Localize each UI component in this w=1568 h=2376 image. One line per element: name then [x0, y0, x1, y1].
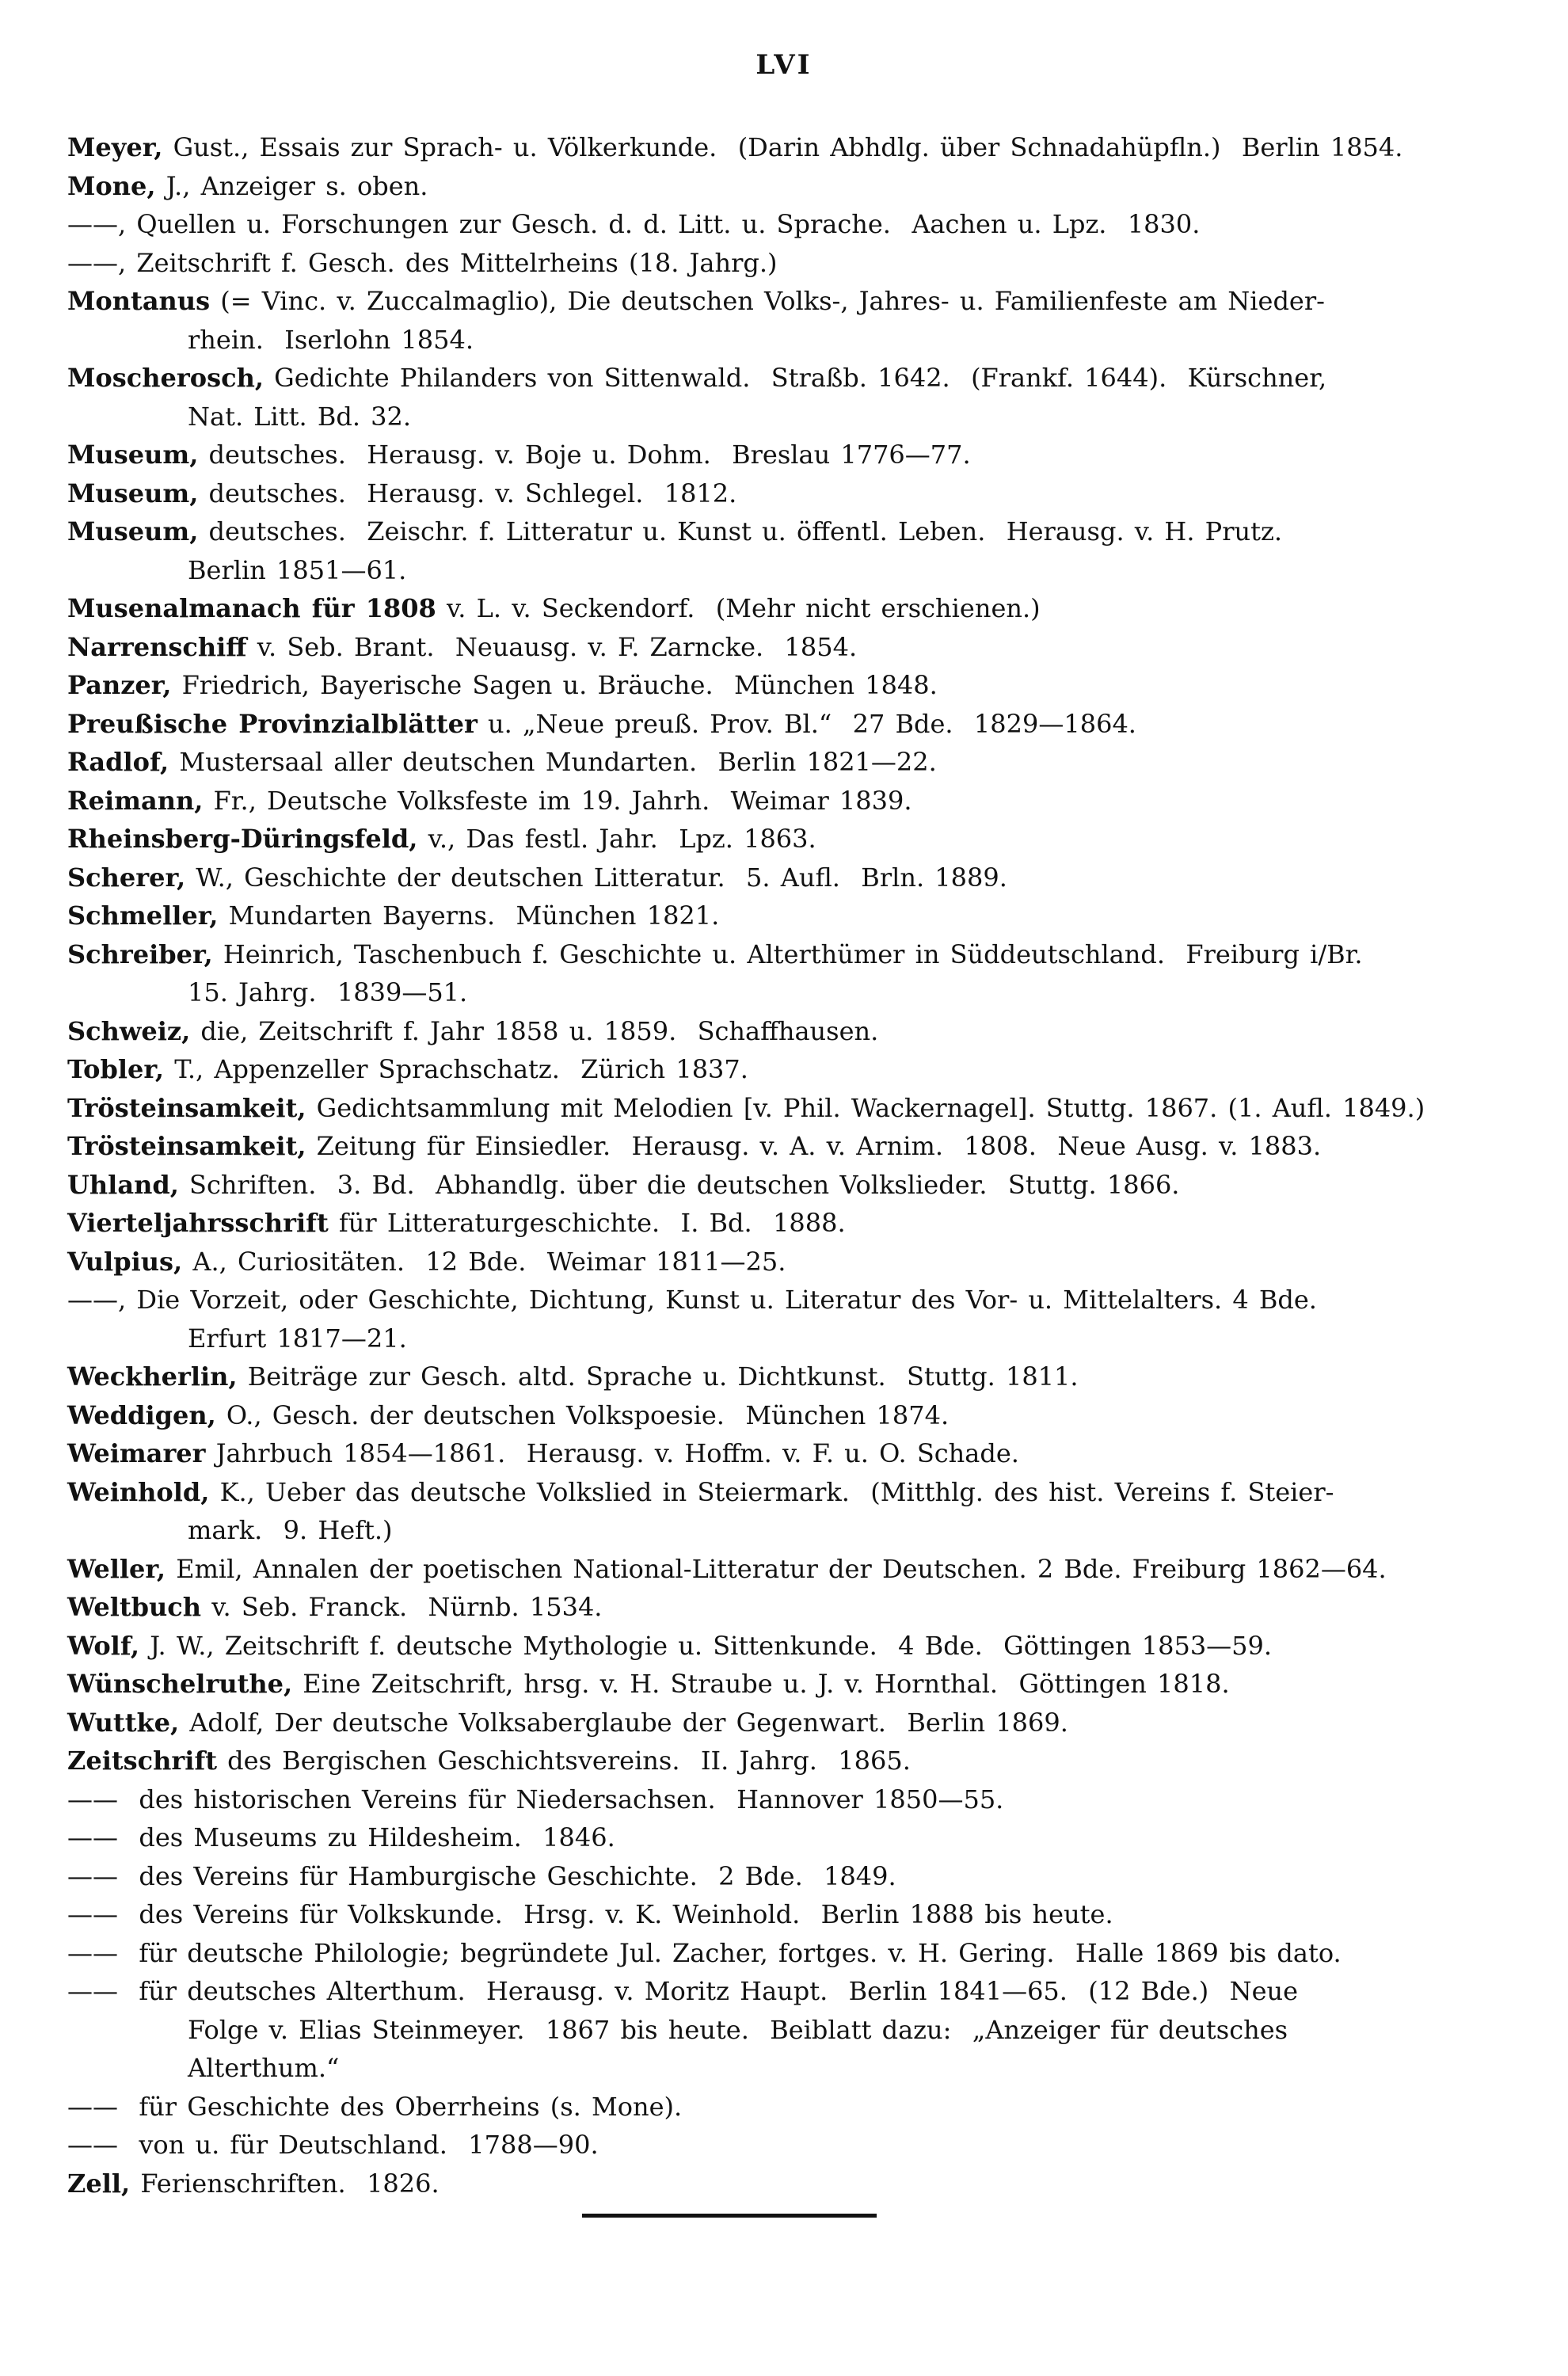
- list-item: [67, 1934, 1520, 1973]
- entry-text: Schriften. 3. Bd. Abhandlg. über die deutschen Volkslieder. Stuttg. 1866.: [178, 1169, 1180, 1200]
- entry-first-line: [67, 1243, 1520, 1281]
- entry-first-line: [67, 128, 1520, 167]
- entry-continuation-line: 15. Jahrg. 1839—51.: [188, 977, 468, 1007]
- entry-first-line: [67, 1627, 1520, 1666]
- entry-headword: Weinhold,: [67, 1476, 210, 1507]
- list-item: [67, 1243, 1520, 1281]
- list-item: [67, 589, 1520, 628]
- entry-text: A., Curiositäten. 12 Bde. Weimar 1811—25.: [182, 1246, 786, 1277]
- list-item: [67, 512, 1520, 589]
- list-item: [67, 1357, 1520, 1396]
- entry-headword: Panzer,: [67, 670, 172, 700]
- entry-text: ——, Quellen u. Forschungen zur Gesch. d. d. Litt. u. Sprache. Aachen u. Lpz. 1830.: [67, 209, 1201, 239]
- entry-headword: Trösteinsamkeit,: [67, 1092, 306, 1123]
- entry-text: Mundarten Bayerns. München 1821.: [218, 901, 720, 931]
- entry-text: —— des Vereins für Hamburgische Geschichte. 2 Bde. 1849.: [67, 1860, 896, 1891]
- entry-text: Heinrich, Taschenbuch f. Geschichte u. Alterthümer in Süddeutschland. Freiburg i/Br.: [212, 939, 1363, 969]
- entry-text: W., Geschichte der deutschen Litteratur. 5. Aufl. Brln. 1889.: [185, 862, 1007, 893]
- list-item: [67, 436, 1520, 474]
- entry-headword: Narrenschiff: [67, 631, 247, 662]
- list-item: [67, 1089, 1520, 1128]
- entry-first-line: [67, 1281, 1520, 1319]
- entry-text: Zeitung für Einsiedler. Herausg. v. A. v. Arnim. 1808. Neue Ausg. v. 1883.: [306, 1131, 1322, 1161]
- entry-headword: Moscherosch,: [67, 363, 264, 393]
- list-item: [67, 1895, 1520, 1934]
- entry-first-line: [67, 205, 1520, 244]
- section-end-rule: [582, 2214, 877, 2218]
- entry-first-line: [67, 666, 1520, 705]
- entry-continuation-line: Alterthum.“: [188, 2053, 340, 2083]
- list-item: [67, 1665, 1520, 1704]
- list-item: [67, 782, 1520, 821]
- entry-first-line: [67, 282, 1520, 321]
- entry-first-line: [67, 1166, 1520, 1205]
- entry-first-line: [67, 1012, 1520, 1051]
- entry-text: —— für deutsche Philologie; begründete Jul. Zacher, fortges. v. H. Gering. Halle 1869 bis dato.: [67, 1937, 1342, 1968]
- entry-first-line: [67, 1588, 1520, 1627]
- entry-first-line: [67, 1972, 1520, 2011]
- entry-text: deutsches. Herausg. v. Boje u. Dohm. Breslau 1776—77.: [198, 440, 971, 470]
- entry-headword: Zeitschrift: [67, 1746, 217, 1776]
- bibliography-list: [67, 128, 1520, 2203]
- entry-headword: Scherer,: [67, 862, 186, 893]
- entry-headword: Vierteljahrsschrift: [67, 1208, 329, 1238]
- entry-text: deutsches. Herausg. v. Schlegel. 1812.: [198, 478, 737, 508]
- entry-first-line: [67, 1857, 1520, 1896]
- entry-text: v. Seb. Franck. Nürnb. 1534.: [201, 1592, 603, 1622]
- entry-text: —— für deutsches Alterthum. Herausg. v. Moritz Haupt. Berlin 1841—65. (12 Bde.) Neue: [67, 1976, 1299, 2006]
- list-item: [67, 1818, 1520, 1857]
- entry-first-line: [67, 628, 1520, 667]
- entry-first-line: [67, 512, 1520, 551]
- list-item: [67, 1434, 1520, 1473]
- entry-first-line: [67, 1895, 1520, 1934]
- entry-first-line: [67, 1357, 1520, 1396]
- entry-text: Adolf, Der deutsche Volksaberglaube der Gegenwart. Berlin 1869.: [179, 1707, 1068, 1738]
- list-item: [67, 2165, 1520, 2203]
- list-item: [67, 1281, 1520, 1357]
- entry-continuation-line: Berlin 1851—61.: [188, 554, 407, 585]
- list-item: [67, 205, 1520, 244]
- entry-text: K., Ueber das deutsche Volkslied in Steiermark. (Mitthlg. des hist. Vereins f. Steier-: [209, 1476, 1334, 1507]
- entry-text: Mustersaal aller deutschen Mundarten. Berlin 1821—22.: [169, 747, 937, 777]
- list-item: [67, 1204, 1520, 1243]
- entry-text: Ferienschriften. 1826.: [130, 2168, 440, 2199]
- entry-text: Eine Zeitschrift, hrsg. v. H. Straube u. J. v. Hornthal. Göttingen 1818.: [292, 1669, 1230, 1699]
- list-item: [67, 935, 1520, 1012]
- entry-first-line: [67, 1473, 1520, 1512]
- entry-headword: Radlof,: [67, 747, 169, 777]
- list-item: [67, 705, 1520, 744]
- list-item: [67, 1627, 1520, 1666]
- entry-first-line: [67, 474, 1520, 513]
- entry-text: v. Seb. Brant. Neuausg. v. F. Zarncke. 1854.: [246, 631, 858, 662]
- entry-headword: Vulpius,: [67, 1246, 183, 1277]
- entry-first-line: [67, 1127, 1520, 1166]
- entry-headword: Wolf,: [67, 1630, 140, 1661]
- list-item: [67, 1473, 1520, 1550]
- entry-first-line: [67, 244, 1520, 283]
- entry-headword: Weller,: [67, 1553, 166, 1584]
- list-item: [67, 1050, 1520, 1089]
- entry-headword: Rheinsberg-Düringsfeld,: [67, 824, 418, 854]
- entry-first-line: [67, 1780, 1520, 1819]
- list-item: [67, 1588, 1520, 1627]
- entry-headword: Uhland,: [67, 1169, 179, 1200]
- entry-headword: Montanus: [67, 286, 211, 316]
- list-item: [67, 1742, 1520, 1780]
- entry-text: O., Gesch. der deutschen Volkspoesie. München 1874.: [215, 1399, 950, 1430]
- entry-headword: Mone,: [67, 170, 156, 201]
- entry-text: —— für Geschichte des Oberrheins (s. Mone).: [67, 2091, 683, 2122]
- list-item: [67, 2126, 1520, 2165]
- entry-first-line: [67, 1089, 1520, 1128]
- entry-continuation-line: rhein. Iserlohn 1854.: [188, 324, 474, 355]
- page-number: LVI: [755, 49, 813, 81]
- entry-text: Beiträge zur Gesch. altd. Sprache u. Dichtkunst. Stuttg. 1811.: [237, 1361, 1079, 1392]
- entry-headword: Museum,: [67, 478, 199, 508]
- entry-headword: Zell,: [67, 2168, 131, 2199]
- entry-first-line: [67, 935, 1520, 974]
- entry-first-line: [67, 1818, 1520, 1857]
- list-item: [67, 743, 1520, 782]
- entry-text: Emil, Annalen der poetischen National-Litteratur der Deutschen. 2 Bde. Freiburg 1862—64.: [166, 1553, 1387, 1584]
- list-item: [67, 859, 1520, 897]
- entry-headword: Preußische Provinzialblätter: [67, 708, 478, 739]
- entry-text: v. L. v. Seckendorf. (Mehr nicht erschienen.): [436, 593, 1041, 623]
- list-item: [67, 897, 1520, 935]
- entry-continuation-line: Erfurt 1817—21.: [188, 1323, 407, 1354]
- list-item: [67, 1857, 1520, 1896]
- list-item: [67, 1127, 1520, 1166]
- entry-headword: Musenalmanach für 1808: [67, 593, 436, 623]
- entry-first-line: [67, 1050, 1520, 1089]
- entry-headword: Wuttke,: [67, 1707, 180, 1738]
- list-item: [67, 1780, 1520, 1819]
- entry-first-line: [67, 1934, 1520, 1973]
- entry-first-line: [67, 2088, 1520, 2127]
- list-item: [67, 1166, 1520, 1205]
- entry-first-line: [67, 1434, 1520, 1473]
- entry-headword: Wünschelruthe,: [67, 1669, 293, 1699]
- entry-headword: Schweiz,: [67, 1015, 191, 1046]
- entry-headword: Reimann,: [67, 785, 204, 816]
- list-item: [67, 359, 1520, 436]
- list-item: [67, 282, 1520, 359]
- entry-headword: Weimarer: [67, 1438, 206, 1468]
- list-item: [67, 1012, 1520, 1051]
- entry-first-line: [67, 859, 1520, 897]
- entry-continuation-line: Folge v. Elias Steinmeyer. 1867 bis heute. Beiblatt dazu: „Anzeiger für deutsches: [188, 2014, 1288, 2045]
- entry-first-line: [67, 589, 1520, 628]
- entry-first-line: [67, 1704, 1520, 1742]
- entry-text: deutsches. Zeischr. f. Litteratur u. Kunst u. öffentl. Leben. Herausg. v. H. Prutz.: [198, 516, 1282, 546]
- entry-first-line: [67, 1742, 1520, 1780]
- entry-headword: Meyer,: [67, 132, 163, 162]
- list-item: [67, 628, 1520, 667]
- entry-headword: Tobler,: [67, 1054, 165, 1084]
- entry-first-line: [67, 2165, 1520, 2203]
- entry-headword: Weddigen,: [67, 1399, 216, 1430]
- entry-headword: Weltbuch: [67, 1592, 202, 1622]
- entry-headword: Museum,: [67, 516, 199, 546]
- entry-text: Friedrich, Bayerische Sagen u. Bräuche. München 1848.: [171, 670, 938, 700]
- entry-text: J., Anzeiger s. oben.: [155, 170, 428, 201]
- entry-text: T., Appenzeller Sprachschatz. Zürich 1837.: [164, 1054, 748, 1084]
- entry-headword: Schmeller,: [67, 901, 219, 931]
- list-item: [67, 820, 1520, 859]
- entry-continuation-line: mark. 9. Heft.): [188, 1515, 393, 1545]
- entry-text: v., Das festl. Jahr. Lpz. 1863.: [417, 824, 816, 854]
- list-item: [67, 1550, 1520, 1589]
- entry-first-line: [67, 782, 1520, 821]
- entry-first-line: [67, 820, 1520, 859]
- entry-text: —— des historischen Vereins für Niedersachsen. Hannover 1850—55.: [67, 1784, 1004, 1814]
- list-item: [67, 474, 1520, 513]
- entry-text: für Litteraturgeschichte. I. Bd. 1888.: [328, 1208, 846, 1238]
- entry-first-line: [67, 705, 1520, 744]
- list-item: [67, 128, 1520, 167]
- entry-first-line: [67, 2126, 1520, 2165]
- entry-first-line: [67, 1550, 1520, 1589]
- entry-text: —— des Vereins für Volkskunde. Hrsg. v. K. Weinhold. Berlin 1888 bis heute.: [67, 1899, 1113, 1929]
- list-item: [67, 1972, 1520, 2088]
- entry-headword: Trösteinsamkeit,: [67, 1131, 306, 1161]
- entry-first-line: [67, 1665, 1520, 1704]
- entry-text: die, Zeitschrift f. Jahr 1858 u. 1859. Schaffhausen.: [190, 1015, 879, 1046]
- entry-text: (= Vinc. v. Zuccalmaglio), Die deutschen Volks-, Jahres- u. Familienfeste am Nieder-: [210, 286, 1325, 316]
- entry-first-line: [67, 743, 1520, 782]
- entry-first-line: [67, 359, 1520, 398]
- entry-headword: Museum,: [67, 440, 199, 470]
- list-item: [67, 666, 1520, 705]
- entry-text: Fr., Deutsche Volksfeste im 19. Jahrh. Weimar 1839.: [203, 785, 912, 816]
- list-item: [67, 1704, 1520, 1742]
- entry-text: u. „Neue preuß. Prov. Bl.“ 27 Bde. 1829—1864.: [477, 708, 1136, 739]
- entry-first-line: [67, 897, 1520, 935]
- entry-headword: Weckherlin,: [67, 1361, 238, 1392]
- entry-text: ——, Die Vorzeit, oder Geschichte, Dichtung, Kunst u. Literatur des Vor- u. Mittelalters. 4 Bde.: [67, 1285, 1317, 1315]
- entry-continuation-line: Nat. Litt. Bd. 32.: [188, 401, 412, 432]
- entry-text: J. W., Zeitschrift f. deutsche Mythologie u. Sittenkunde. 4 Bde. Göttingen 1853—59.: [139, 1630, 1273, 1661]
- entry-text: Gedichtsammlung mit Melodien [v. Phil. Wackernagel]. Stuttg. 1867. (1. Aufl. 1849.): [306, 1092, 1425, 1123]
- entry-first-line: [67, 436, 1520, 474]
- list-item: [67, 2088, 1520, 2127]
- entry-text: Gust., Essais zur Sprach- u. Völkerkunde. (Darin Abhdlg. über Schnadahüpfln.) Berlin 1854.: [162, 132, 1403, 162]
- entry-headword: Schreiber,: [67, 939, 213, 969]
- entry-text: —— von u. für Deutschland. 1788—90.: [67, 2130, 599, 2160]
- entry-text: Gedichte Philanders von Sittenwald. Straßb. 1642. (Frankf. 1644). Kürschner,: [264, 363, 1327, 393]
- entry-text: Jahrbuch 1854—1861. Herausg. v. Hoffm. v. F. u. O. Schade.: [205, 1438, 1019, 1468]
- list-item: [67, 1396, 1520, 1435]
- entry-text: ——, Zeitschrift f. Gesch. des Mittelrheins (18. Jahrg.): [67, 247, 778, 278]
- entry-first-line: [67, 1204, 1520, 1243]
- entry-first-line: [67, 167, 1520, 206]
- list-item: [67, 244, 1520, 283]
- entry-text: —— des Museums zu Hildesheim. 1846.: [67, 1822, 615, 1852]
- list-item: [67, 167, 1520, 206]
- entry-first-line: [67, 1396, 1520, 1435]
- entry-text: des Bergischen Geschichtsvereins. II. Jahrg. 1865.: [216, 1746, 911, 1776]
